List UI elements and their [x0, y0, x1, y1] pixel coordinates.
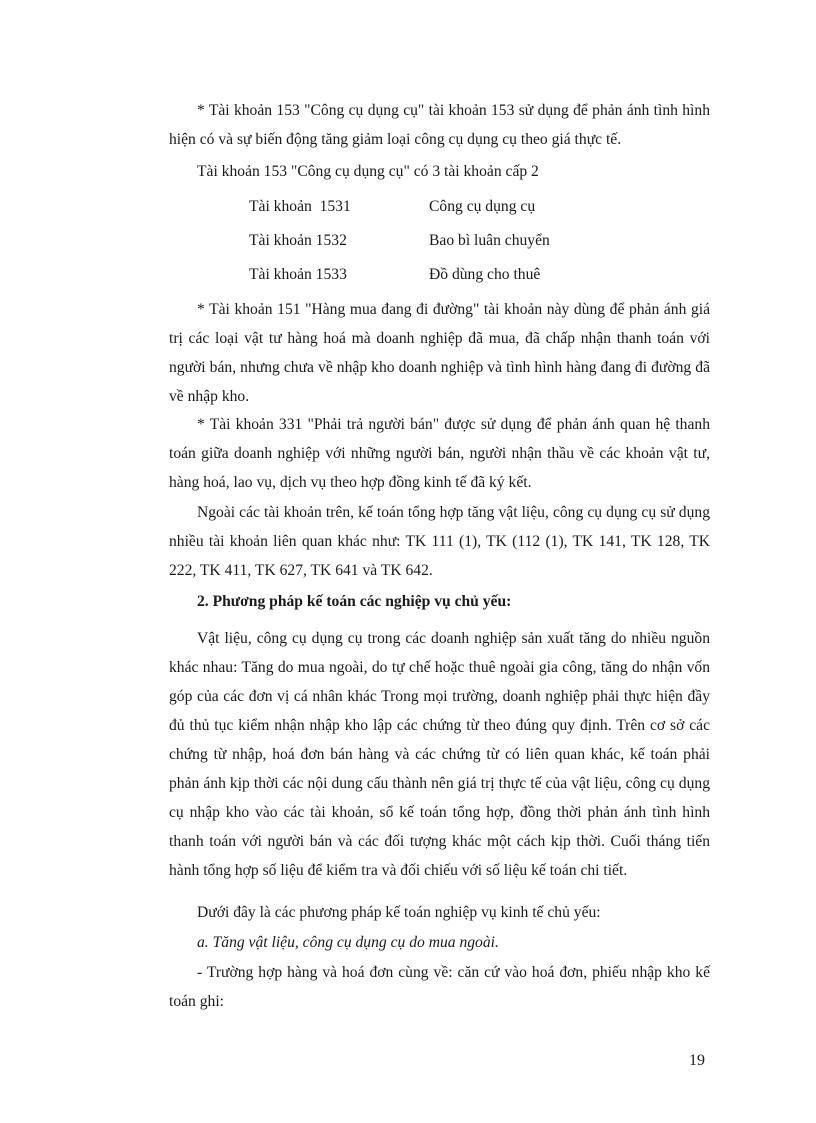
paragraph-account-153-subaccounts-intro [169, 157, 710, 186]
paragraph-case-goods-and-invoice [169, 958, 710, 1016]
subaccount-code: Tài khoản 1533 [249, 266, 347, 283]
paragraph-text: * Tài khoản 151 "Hàng mua đang đi đường" tài khoản này dùng để phản ánh giá trị các loại vật tư hàng hoá mà doanh nghiệp đã mua, đã chấp nhận thanh toán với người bán, nhưng chưa về nhập kho doanh nghiệp và tình hình hàng đang đi đường đã về nhập kho. [169, 301, 710, 405]
paragraph-text: - Trường hợp hàng và hoá đơn cùng về: căn cứ vào hoá đơn, phiếu nhập kho kế toán ghi: [169, 964, 710, 1010]
paragraph-text: Dưới đây là các phương pháp kế toán nghiệp vụ kinh tế chủ yếu: [197, 904, 601, 921]
subaccount-name: Bao bì luân chuyển [429, 232, 550, 249]
paragraph-other-accounts [169, 498, 710, 585]
subaccount-name: Công cụ dụng cụ [429, 198, 536, 215]
subsection-heading-text: a. Tăng vật liệu, công cụ dụng cụ do mua ngoài. [197, 934, 499, 951]
page-number: 19 [689, 1052, 705, 1069]
subsection-heading [169, 928, 710, 957]
subaccount-row [0, 263, 816, 287]
subaccount-code: Tài khoản 1531 [249, 198, 351, 215]
paragraph-text: Ngoài các tài khoản trên, kế toán tổng hợp tăng vật liệu, công cụ dụng cụ sử dụng nhiều tài khoản liên quan khác như: TK 111 (1), TK (112 (1), TK 141, TK 128, TK 222, TK 411, TK 627, TK 641 và TK 642. [169, 504, 710, 579]
section-heading [169, 587, 710, 616]
paragraph-text: Tài khoản 153 "Công cụ dụng cụ" có 3 tài khoản cấp 2 [197, 163, 539, 180]
paragraph-account-151 [169, 295, 710, 411]
subaccount-name: Đồ dùng cho thuê [429, 266, 541, 283]
paragraph-account-153 [169, 96, 710, 154]
paragraph-text: * Tài khoản 331 "Phải trả người bán" được sử dụng để phản ánh quan hệ thanh toán giữa doanh nghiệp với những người bán, người nhận thầu về các khoản vật tư, hàng hoá, lao vụ, dịch vụ theo hợp đồng kinh tế đã ký kết. [169, 416, 710, 491]
subaccount-row [0, 195, 816, 219]
paragraph-text: Vật liệu, công cụ dụng cụ trong các doanh nghiệp sản xuất tăng do nhiều nguồn khác nhau: Tăng do mua ngoài, do tự chế hoặc thuê ngoài gia công, tăng do nhận vốn góp của các đơn vị cá nhân khác Trong mọi trường, doanh nghiệp phải thực hiện đầy đủ thủ tục kiểm nhận nhập kho lập các chứng từ theo đúng quy định. Trên cơ sở các chứng từ nhập, hoá đơn bán hàng và các chứng từ có liên quan khác, kế toán phải phản ánh kịp thời các nội dung cấu thành nên giá trị thực tế của vật liệu, công cụ dụng cụ nhập kho vào các tài khoản, sổ kế toán tổng hợp, đồng thời phản ánh tình hình thanh toán với người bán và các đối tượng khác một cách kịp thời. Cuối tháng tiến hành tổng hợp số liệu để kiểm tra và đối chiếu với số liệu kế toán chi tiết. [169, 630, 710, 879]
section-heading-text: 2. Phương pháp kế toán các nghiệp vụ chủ yếu: [197, 593, 512, 610]
subaccount-code: Tài khoản 1532 [249, 232, 347, 249]
paragraph-methods [169, 624, 710, 885]
paragraph-account-331 [169, 410, 710, 497]
subaccount-row [0, 229, 816, 253]
paragraph-text: * Tài khoản 153 "Công cụ dụng cụ" tài khoản 153 sử dụng để phản ánh tình hình hiện có và sự biến động tăng giảm loại công cụ dụng cụ theo giá thực tế. [169, 102, 710, 148]
paragraph-methods-intro [169, 898, 710, 927]
